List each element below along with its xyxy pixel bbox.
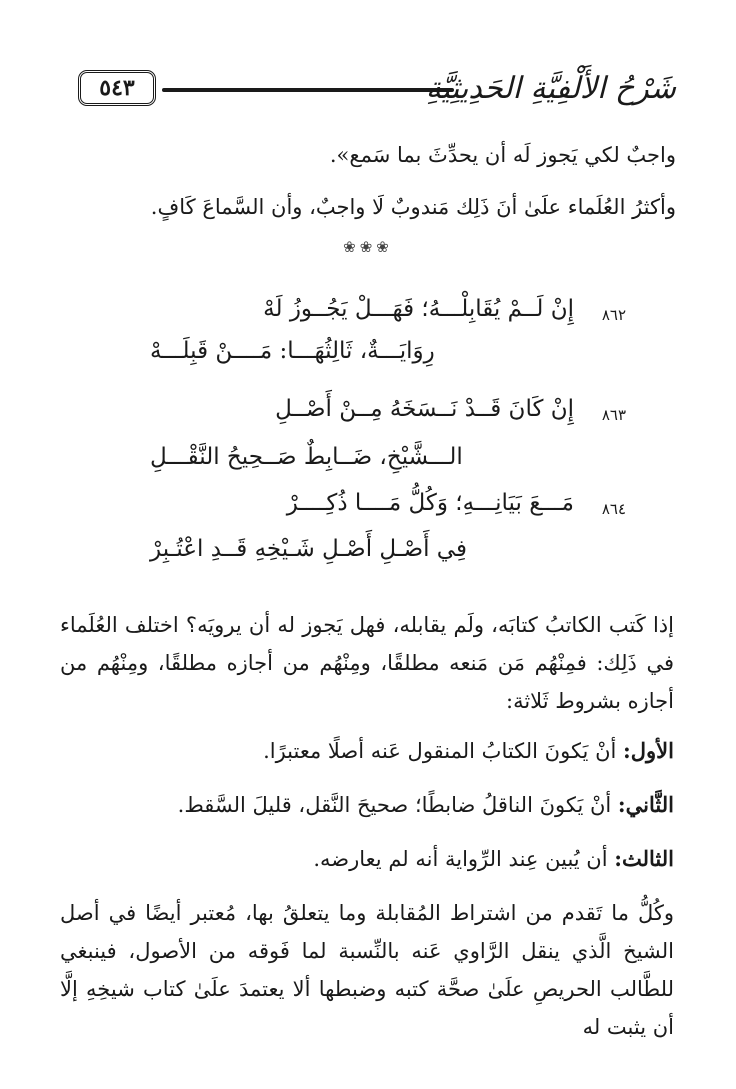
commentary-paragraph: وكُلُّ ما تَقدم من اشتراط المُقابلة وما يتعلقُ بها، مُعتبر أيضًا في أصل الشيخ الَّذي ينقل الرَّاوي عَنه بالنِّسبة لما فَوقه من الأصول، فينبغي للطَّالب الحريصِ علَىٰ صحَّة كتبه وضبطها ألا يعتمدَ علَىٰ كتاب شيخِهِ إلَّا أن يثبت له — [60, 901, 674, 1039]
page-number-box — [78, 70, 156, 106]
section-separator: ❀❀❀ — [343, 238, 393, 256]
condition-item — [60, 788, 674, 822]
verse-number: ٨٦٣ — [601, 406, 626, 424]
verse-second-hemistich: فِي أَصْـلِ أَصْـلِ شَـيْخِهِ قَــدِ اعْتُـبِرْ — [150, 536, 467, 562]
verse-second-hemistich: رِوَايَـــةٌ، ثَالِثُهَـــا: مَــــنْ قَبِلَـــهْ — [150, 338, 435, 364]
condition-item — [60, 842, 674, 876]
verse-first-hemistich: مَـــعَ بَيَانِـــهِ؛ وَكُلُّ مَــــا ذُكِــــرْ — [286, 490, 574, 516]
verse-number: ٨٦٢ — [601, 306, 626, 324]
header-rule — [162, 88, 454, 92]
page-header — [78, 66, 676, 114]
intro-line-2: وأكثرُ العُلَماء علَىٰ أنَ ذَلِك مَندوبٌ لَا واجبٌ، وأن السَّماعَ كَافٍ. — [150, 195, 676, 219]
intro-line-1: واجبٌ لكي يَجوز لَه أن يحدِّثَ بما سَمع». — [329, 143, 676, 167]
verse-second-hemistich: الـــشَّيْخِ، ضَــابِطٌ صَــحِيحُ النَّقْـــلِ — [150, 444, 463, 470]
condition-item — [60, 734, 674, 768]
book-title: شَرْحُ الأَلْفِيَّةِ الحَدِيثِيَّةِ — [425, 71, 676, 106]
condition-text: أنْ يَكونَ الناقلُ ضابطًا؛ صحيحَ النَّقل، قليلَ السَّقط. — [177, 793, 612, 817]
verse-first-hemistich: إِنْ كَانَ قَــدْ نَــسَخَهُ مِــنْ أَصْــلِ — [275, 396, 574, 422]
condition-label: الأول: — [623, 738, 674, 763]
page-number: ٥٤٣ — [99, 75, 135, 101]
verse-number: ٨٦٤ — [601, 500, 626, 518]
condition-text: أنْ يَكونَ الكتابُ المنقول عَنه أصلًا معتبرًا. — [263, 739, 617, 763]
condition-label: الثالث: — [614, 846, 674, 871]
condition-text: أن يُبين عِند الرِّواية أنه لم يعارضه. — [313, 847, 608, 871]
commentary-paragraph: إذا كَتب الكاتبُ كتابَه، ولَم يقابله، فهل يَجوز له أن يرويَه؟ اختلف العُلَماء في ذَلِك: فمِنْهُم مَن مَنعه مطلقًا، ومِنْهُم من أجازه مطلقًا، ومِنْهُم من أجازه بشروط ثَلاثة: — [60, 613, 674, 713]
verse-first-hemistich: إِنْ لَــمْ يُقَابِلْـــهُ؛ فَهَـــلْ يَجُــوزُ لَهْ — [263, 296, 574, 322]
condition-label: الثَّاني: — [617, 792, 674, 817]
